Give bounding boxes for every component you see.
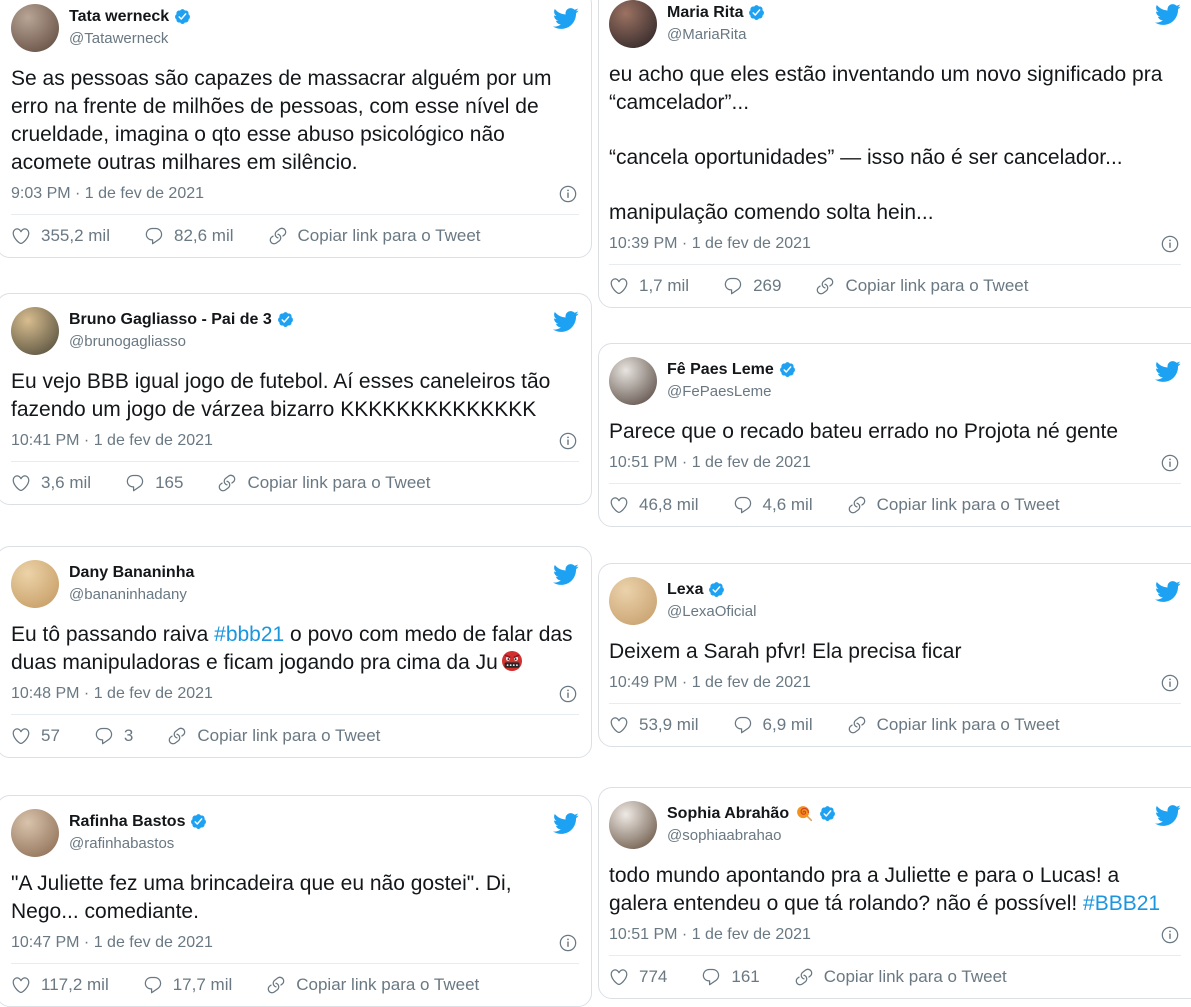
reply-bubble-icon [144, 226, 164, 246]
like-count: 774 [639, 967, 668, 986]
reply-bubble-icon [733, 495, 753, 515]
copy-link-label: Copiar link para o Tweet [297, 226, 481, 245]
reply-button[interactable] [144, 226, 234, 246]
user-handle[interactable]: @Tatawerneck [69, 30, 169, 48]
divider [11, 214, 579, 215]
reply-button[interactable] [733, 495, 813, 515]
action-row [11, 726, 579, 748]
tweet-card [598, 343, 1191, 527]
twitter-logo-icon[interactable] [1154, 802, 1181, 829]
reply-count: 165 [155, 473, 184, 492]
info-icon[interactable] [558, 431, 578, 451]
avatar[interactable] [11, 560, 59, 608]
tweet-text-segment: o povo com medo de falar das [284, 623, 573, 646]
user-handle[interactable]: @brunogagliasso [69, 333, 186, 351]
timestamp[interactable]: 10:49 PM · 1 de fev de 2021 [609, 674, 811, 691]
info-icon[interactable] [558, 684, 578, 704]
info-icon[interactable] [1160, 673, 1180, 693]
lollipop-emoji-icon [795, 804, 814, 823]
author-block [69, 560, 552, 603]
divider [11, 963, 579, 964]
author-block [667, 357, 1154, 400]
tweet-card [598, 0, 1191, 308]
like-button[interactable] [609, 495, 699, 515]
reply-button[interactable] [701, 967, 759, 987]
tweet-card [598, 563, 1191, 747]
display-name[interactable]: Sophia Abrahão [667, 805, 790, 822]
tweet-line [11, 649, 579, 677]
author-block [69, 307, 552, 350]
copy-link-label: Copiar link para o Tweet [876, 715, 1060, 734]
divider [11, 714, 579, 715]
reply-bubble-icon [723, 276, 743, 296]
reply-count: 269 [753, 276, 782, 295]
verified-badge-icon [190, 813, 207, 830]
link-icon [167, 726, 187, 746]
reply-bubble-icon [94, 726, 114, 746]
tweet-header [11, 560, 579, 608]
like-button[interactable] [11, 226, 110, 246]
tweet-header [609, 0, 1181, 48]
tweet-line: acomete outras milhares em silêncio. [11, 151, 358, 174]
tweet-line: Se as pessoas são capazes de massacrar alguém por um [11, 67, 552, 90]
reply-bubble-icon [733, 715, 753, 735]
reply-bubble-icon [701, 967, 721, 987]
twitter-logo-icon[interactable] [552, 308, 579, 335]
info-icon[interactable] [558, 184, 578, 204]
link-icon [268, 226, 288, 246]
timestamp[interactable]: 10:39 PM · 1 de fev de 2021 [609, 235, 811, 252]
tweet-header [11, 809, 579, 857]
tweet-line: “camcelador”... [609, 91, 750, 114]
like-button[interactable] [11, 726, 60, 746]
action-row [609, 967, 1181, 989]
heart-icon [609, 967, 629, 987]
action-row [609, 495, 1181, 517]
like-button[interactable] [11, 975, 109, 995]
tweet-text [609, 418, 1181, 446]
tweet-card [0, 795, 592, 1007]
timestamp[interactable]: 9:03 PM · 1 de fev de 2021 [11, 185, 205, 202]
like-count: 53,9 mil [639, 715, 699, 734]
tweet-line: Parece que o recado bateu errado no Projota né gente [609, 420, 1119, 443]
copy-link-button[interactable] [167, 726, 380, 746]
hashtag-link[interactable]: #bbb21 [214, 623, 285, 646]
reply-bubble-icon [143, 975, 163, 995]
reply-button[interactable] [125, 473, 183, 493]
tweet-card [598, 787, 1191, 999]
action-row [11, 975, 579, 997]
timestamp[interactable]: 10:48 PM · 1 de fev de 2021 [11, 685, 213, 702]
timestamp[interactable]: 10:51 PM · 1 de fev de 2021 [609, 454, 811, 471]
like-button[interactable] [609, 276, 689, 296]
tweet-line [609, 890, 1181, 918]
like-count: 355,2 mil [41, 226, 110, 245]
verified-badge-icon [779, 361, 796, 378]
user-handle[interactable]: @bananinhadany [69, 586, 187, 604]
copy-link-button[interactable] [815, 276, 1028, 296]
display-name[interactable]: Bruno Gagliasso - Pai de 3 [69, 311, 272, 328]
reply-bubble-icon [125, 473, 145, 493]
twitter-logo-icon[interactable] [552, 561, 579, 588]
reply-count: 82,6 mil [173, 226, 234, 245]
timestamp[interactable]: 10:51 PM · 1 de fev de 2021 [609, 926, 811, 943]
reply-button[interactable] [94, 726, 133, 746]
info-icon[interactable] [1160, 234, 1180, 254]
tweet-line [11, 621, 579, 649]
tweet-text-segment: duas manipuladoras e ficam jogando pra cima da Ju [11, 651, 498, 674]
avatar[interactable] [11, 4, 59, 52]
like-button[interactable] [11, 473, 91, 493]
action-row [609, 276, 1181, 298]
display-name[interactable]: Dany Bananinha [69, 564, 195, 581]
heart-icon [11, 975, 31, 995]
link-icon [217, 473, 237, 493]
link-icon [794, 967, 814, 987]
display-name[interactable]: Lexa [667, 581, 704, 598]
tweet-header [11, 4, 579, 52]
info-icon[interactable] [1160, 453, 1180, 473]
copy-link-button[interactable] [217, 473, 430, 493]
tweet-text [609, 862, 1181, 918]
link-icon [266, 975, 286, 995]
author-block [69, 4, 552, 47]
reply-button[interactable] [733, 715, 813, 735]
copy-link-button[interactable] [266, 975, 479, 995]
copy-link-label: Copiar link para o Tweet [845, 276, 1029, 295]
reply-count: 3 [123, 726, 134, 745]
copy-link-label: Copiar link para o Tweet [197, 726, 381, 745]
author-block [667, 577, 1154, 620]
avatar[interactable] [609, 577, 657, 625]
divider [609, 483, 1181, 484]
tweet-text [11, 368, 579, 424]
divider [609, 703, 1181, 704]
twitter-logo-icon[interactable] [1154, 1, 1181, 28]
tweet-line: crueldade, imagina o qto esse abuso psicológico não [11, 123, 505, 146]
display-name[interactable]: Tata werneck [69, 8, 170, 25]
divider [609, 264, 1181, 265]
like-button[interactable] [609, 715, 699, 735]
user-handle[interactable]: @MariaRita [667, 26, 747, 44]
tweet-line: "A Juliette fez uma brincadeira que eu não gostei". Di, [11, 872, 512, 895]
heart-icon [11, 726, 31, 746]
display-name[interactable]: Rafinha Bastos [69, 813, 186, 830]
twitter-logo-icon[interactable] [552, 5, 579, 32]
action-row [11, 473, 579, 495]
tweet-line: Eu vejo BBB igual jogo de futebol. Aí esses caneleiros tão [11, 370, 551, 393]
user-handle[interactable]: @FePaesLeme [667, 383, 772, 401]
tweet-text-segment: galera entendeu o que tá rolando? não é possível! [609, 892, 1084, 915]
tweet-line: todo mundo apontando pra a Juliette e para o Lucas! a [609, 864, 1120, 887]
verified-badge-icon [174, 8, 191, 25]
display-name[interactable]: Fê Paes Leme [667, 361, 774, 378]
timestamp[interactable]: 10:41 PM · 1 de fev de 2021 [11, 432, 213, 449]
info-icon[interactable] [1160, 925, 1180, 945]
timestamp[interactable]: 10:47 PM · 1 de fev de 2021 [11, 934, 213, 951]
like-count: 117,2 mil [41, 975, 109, 994]
like-count: 57 [41, 726, 60, 745]
heart-icon [609, 276, 629, 296]
link-icon [847, 715, 867, 735]
user-handle[interactable]: @sophiaabrahao [667, 827, 782, 845]
avatar[interactable] [609, 0, 657, 48]
tweet-line: eu acho que eles estão inventando um novo significado pra [609, 63, 1163, 86]
user-handle[interactable]: @LexaOficial [667, 603, 757, 621]
avatar[interactable] [11, 809, 59, 857]
heart-icon [11, 226, 31, 246]
action-row [609, 715, 1181, 737]
reply-count: 161 [731, 967, 760, 986]
copy-link-label: Copiar link para o Tweet [247, 473, 431, 492]
heart-icon [609, 495, 629, 515]
like-button[interactable] [609, 967, 667, 987]
reply-count: 17,7 mil [172, 975, 233, 994]
tweet-text-segment: Eu tô passando raiva [11, 623, 215, 646]
reply-button[interactable] [143, 975, 233, 995]
info-icon[interactable] [558, 933, 578, 953]
tweet-card [0, 0, 592, 258]
author-block [667, 0, 1154, 43]
like-count: 1,7 mil [639, 276, 690, 295]
like-count: 46,8 mil [639, 495, 699, 514]
copy-link-button[interactable] [847, 495, 1060, 515]
tweet-text [11, 65, 579, 177]
twitter-logo-icon[interactable] [1154, 358, 1181, 385]
copy-link-button[interactable] [847, 715, 1060, 735]
author-block [69, 809, 552, 852]
tweet-text [11, 870, 579, 926]
reply-count: 6,9 mil [762, 715, 813, 734]
tweet-text [11, 621, 579, 677]
divider [11, 461, 579, 462]
tweet-header [609, 577, 1181, 625]
display-name[interactable]: Maria Rita [667, 4, 744, 21]
heart-icon [609, 715, 629, 735]
link-icon [815, 276, 835, 296]
tweet-line: manipulação comendo solta hein... [609, 201, 934, 224]
copy-link-label: Copiar link para o Tweet [876, 495, 1060, 514]
tweet-line: erro na frente de milhões de pessoas, com esse nível de [11, 95, 539, 118]
author-block [667, 801, 1154, 844]
verified-badge-icon [748, 4, 765, 21]
verified-badge-icon [708, 581, 725, 598]
verified-badge-icon [819, 805, 836, 822]
angry-swearing-emoji-icon [500, 649, 524, 673]
tweet-header [609, 357, 1181, 405]
tweet-line: Nego... comediante. [11, 900, 199, 923]
tweet-text [609, 638, 1181, 666]
avatar[interactable] [609, 801, 657, 849]
link-icon [847, 495, 867, 515]
action-row [11, 226, 579, 248]
tweet-line: fazendo um jogo de várzea bizarro KKKKKKKKKKKKKK [11, 398, 537, 421]
divider [609, 955, 1181, 956]
like-count: 3,6 mil [41, 473, 92, 492]
reply-button[interactable] [723, 276, 781, 296]
copy-link-label: Copiar link para o Tweet [296, 975, 480, 994]
tweet-text [609, 61, 1181, 227]
tweet-card [0, 546, 592, 758]
copy-link-label: Copiar link para o Tweet [823, 967, 1007, 986]
tweet-line: “cancela oportunidades” — isso não é ser cancelador... [609, 146, 1123, 169]
user-handle[interactable]: @rafinhabastos [69, 835, 175, 853]
copy-link-button[interactable] [794, 967, 1007, 987]
avatar[interactable] [11, 307, 59, 355]
heart-icon [11, 473, 31, 493]
verified-badge-icon [277, 311, 294, 328]
copy-link-button[interactable] [268, 226, 481, 246]
twitter-logo-icon[interactable] [552, 810, 579, 837]
tweet-header [609, 801, 1181, 849]
tweet-header [11, 307, 579, 355]
avatar[interactable] [609, 357, 657, 405]
tweet-card [0, 293, 592, 505]
hashtag-link[interactable]: #BBB21 [1083, 892, 1161, 915]
reply-count: 4,6 mil [762, 495, 813, 514]
tweet-line: Deixem a Sarah pfvr! Ela precisa ficar [609, 640, 962, 663]
twitter-logo-icon[interactable] [1154, 578, 1181, 605]
